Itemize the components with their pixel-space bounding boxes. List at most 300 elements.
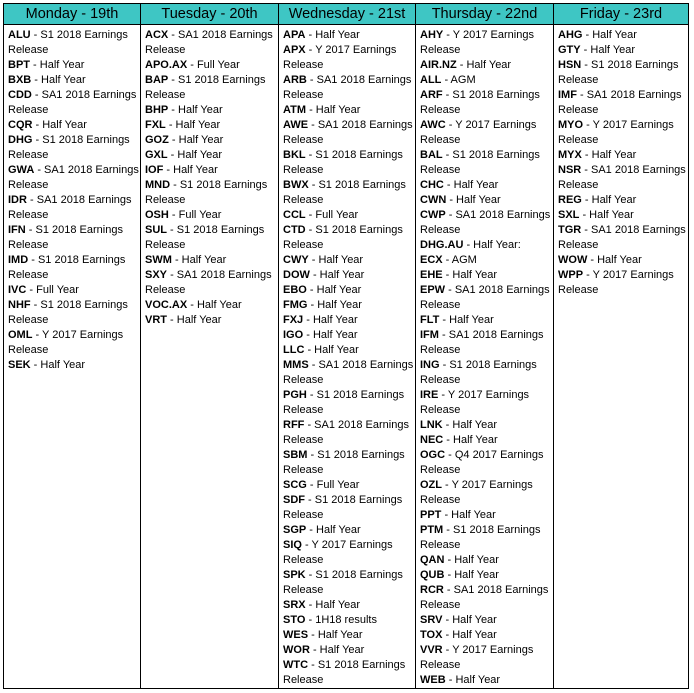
ticker-code: AIR.NZ xyxy=(420,59,457,71)
calendar-entry xyxy=(558,223,688,253)
event-description: - Half Year xyxy=(444,554,499,566)
calendar-entry xyxy=(420,523,553,553)
ticker-code: WOR xyxy=(283,644,310,656)
event-description: - S1 2018 Earnings Release xyxy=(8,29,128,56)
event-description: - Half Year xyxy=(442,419,498,431)
event-description: - AGM xyxy=(441,74,476,86)
calendar-entry xyxy=(283,568,415,598)
ticker-code: BAP xyxy=(145,74,169,86)
calendar-entry xyxy=(8,223,140,253)
event-description: - S1 2018 Earnings Release xyxy=(420,524,541,551)
ticker-code: WES xyxy=(283,629,309,641)
ticker-code: IVC xyxy=(8,284,27,296)
event-description: - Half Year xyxy=(167,314,222,326)
calendar-entry xyxy=(420,268,553,283)
ticker-code: PGH xyxy=(283,389,307,401)
event-description: - S1 2018 Earnings Release xyxy=(145,74,266,101)
calendar-entry xyxy=(558,118,688,148)
ticker-code: SRV xyxy=(420,614,443,626)
calendar-entry xyxy=(283,43,415,73)
event-description: - S1 2018 Earnings Release xyxy=(8,224,123,251)
event-description: - Half Year xyxy=(579,209,634,221)
event-description: - Y 2017 Earnings Release xyxy=(420,389,530,416)
event-description: - SA1 2018 Earnings Release xyxy=(420,584,549,611)
calendar-entry xyxy=(8,358,140,373)
calendar-entry xyxy=(145,58,278,73)
event-description: - Half Year xyxy=(442,269,498,281)
calendar-entry xyxy=(420,208,553,238)
ticker-code: WOW xyxy=(558,254,588,266)
ticker-code: GWA xyxy=(8,164,35,176)
calendar-entry xyxy=(283,253,415,268)
event-description: - S1 2018 Earnings Release xyxy=(283,149,403,176)
calendar-entry xyxy=(420,388,553,418)
calendar-entry xyxy=(420,448,553,478)
ticker-code: RFF xyxy=(283,419,305,431)
ticker-code: VOC.AX xyxy=(145,299,188,311)
ticker-code: SGP xyxy=(283,524,307,536)
earnings-calendar-table xyxy=(3,3,689,689)
ticker-code: IOF xyxy=(145,164,164,176)
calendar-entry xyxy=(558,253,688,268)
header-monday: Monday - 19th xyxy=(4,4,141,24)
ticker-code: OGC xyxy=(420,449,446,461)
ticker-code: OZL xyxy=(420,479,442,491)
calendar-entry xyxy=(145,253,278,268)
ticker-code: AWC xyxy=(420,119,446,131)
calendar-entry xyxy=(283,178,415,208)
ticker-code: MYO xyxy=(558,119,584,131)
ticker-code: ATM xyxy=(283,104,307,116)
event-description: - Half Year xyxy=(306,524,361,536)
ticker-code: GXL xyxy=(145,149,168,161)
calendar-entry xyxy=(145,208,278,223)
calendar-entry xyxy=(420,418,553,433)
ticker-code: BKL xyxy=(283,149,306,161)
event-description: - S1 2018 Earnings Release xyxy=(283,569,403,596)
event-description: - SA1 2018 Earnings Release xyxy=(145,29,273,56)
event-description: - Full Year xyxy=(305,209,359,221)
header-tuesday: Tuesday - 20th xyxy=(141,4,279,24)
event-description: - Half Year xyxy=(306,284,362,296)
calendar-entry xyxy=(283,493,415,523)
calendar-entry xyxy=(420,238,553,253)
calendar-entry xyxy=(145,148,278,163)
event-description: - S1 2018 Earnings Release xyxy=(420,89,540,116)
event-description: - SA1 2018 Earnings Release xyxy=(283,119,413,146)
ticker-code: GOZ xyxy=(145,134,169,146)
event-description: - Y 2017 Earnings Release xyxy=(420,29,534,56)
calendar-entry xyxy=(283,118,415,148)
event-description: - S1 2018 Earnings Release xyxy=(283,659,406,686)
calendar-entry xyxy=(420,328,553,358)
ticker-code: SXY xyxy=(145,269,168,281)
event-description: - 1H18 results xyxy=(305,614,377,626)
calendar-entry xyxy=(8,253,140,283)
event-description: - Half Year xyxy=(442,629,497,641)
event-description: - SA1 2018 Earnings Release xyxy=(558,224,686,251)
ticker-code: LLC xyxy=(283,344,305,356)
calendar-entry xyxy=(420,73,553,88)
ticker-code: NHF xyxy=(8,299,31,311)
event-description: - SA1 2018 Earnings Release xyxy=(283,359,414,386)
event-description: - Half Year xyxy=(31,74,86,86)
calendar-entry xyxy=(145,28,278,58)
event-description: - Half Year xyxy=(163,164,218,176)
calendar-entry xyxy=(8,118,140,133)
calendar-entry xyxy=(558,28,688,43)
calendar-entry xyxy=(145,103,278,118)
calendar-entry xyxy=(145,133,278,148)
calendar-entry xyxy=(420,613,553,628)
ticker-code: SRX xyxy=(283,599,306,611)
header-row xyxy=(4,4,688,25)
calendar-entry xyxy=(145,73,278,103)
event-description: - S1 2018 Earnings Release xyxy=(283,494,403,521)
calendar-entry xyxy=(283,613,415,628)
ticker-code: AHY xyxy=(420,29,444,41)
ticker-code: CDD xyxy=(8,89,32,101)
header-friday: Friday - 23rd xyxy=(579,6,663,22)
calendar-entry xyxy=(283,313,415,328)
ticker-code: NEC xyxy=(420,434,444,446)
event-description: - S1 2018 Earnings Release xyxy=(283,179,406,206)
ticker-code: APO.AX xyxy=(145,59,188,71)
calendar-entry xyxy=(558,58,688,88)
calendar-entry xyxy=(558,268,688,298)
ticker-code: ALL xyxy=(420,74,442,86)
calendar-entry xyxy=(8,193,140,223)
event-description: - Half Year xyxy=(305,29,360,41)
event-description: - Half Year xyxy=(581,194,637,206)
calendar-entry xyxy=(145,298,278,313)
ticker-code: REG xyxy=(558,194,582,206)
calendar-entry xyxy=(283,343,415,358)
event-description: - S1 2018 Earnings Release xyxy=(420,359,537,386)
ticker-code: IDR xyxy=(8,194,27,206)
calendar-entry xyxy=(420,283,553,313)
event-description: - Full Year xyxy=(306,479,360,491)
ticker-code: SBM xyxy=(283,449,308,461)
calendar-entry xyxy=(558,148,688,163)
calendar-entry xyxy=(8,133,140,163)
calendar-entry xyxy=(283,628,415,643)
event-description: - Half Year xyxy=(444,569,499,581)
calendar-entry xyxy=(420,643,553,673)
ticker-code: CWP xyxy=(420,209,446,221)
event-description: - Half Year: xyxy=(463,239,521,251)
event-description: - Y 2017 Earnings Release xyxy=(558,119,674,146)
event-description: - S1 2018 Earnings Release xyxy=(283,389,405,416)
ticker-code: AHG xyxy=(558,29,583,41)
event-description: - Full Year xyxy=(168,209,222,221)
calendar-entry xyxy=(420,88,553,118)
ticker-code: FLT xyxy=(420,314,440,326)
calendar-entry xyxy=(420,178,553,193)
ticker-code: OSH xyxy=(145,209,169,221)
calendar-entry xyxy=(420,568,553,583)
calendar-entry xyxy=(8,88,140,118)
ticker-code: EPW xyxy=(420,284,446,296)
column-wednesday xyxy=(279,25,416,688)
event-description: - SA1 2018 Earnings Release xyxy=(420,329,544,356)
event-description: - SA1 2018 Earnings Release xyxy=(283,419,409,446)
event-description: - Half Year xyxy=(171,254,227,266)
ticker-code: SUL xyxy=(145,224,167,236)
event-description: - Y 2017 Earnings Release xyxy=(420,644,534,671)
calendar-entry xyxy=(283,28,415,43)
calendar-entry xyxy=(283,283,415,298)
calendar-entry xyxy=(420,118,553,148)
event-description: - Y 2017 Earnings Release xyxy=(558,269,674,296)
event-description: - S1 2018 Earnings Release xyxy=(8,254,126,281)
ticker-code: DHG.AU xyxy=(420,239,464,251)
event-description: - Half Year xyxy=(303,329,358,341)
event-description: - Half Year xyxy=(443,179,499,191)
ticker-code: IMF xyxy=(558,89,577,101)
event-description: - Half Year xyxy=(308,629,363,641)
ticker-code: SDF xyxy=(283,494,305,506)
ticker-code: IFN xyxy=(8,224,26,236)
ticker-code: CWN xyxy=(420,194,447,206)
ticker-code: SPK xyxy=(283,569,306,581)
calendar-entry xyxy=(145,223,278,253)
calendar-entry xyxy=(283,643,415,658)
event-description: - S1 2018 Earnings Release xyxy=(283,224,403,251)
ticker-code: MND xyxy=(145,179,171,191)
calendar-entry xyxy=(558,43,688,58)
event-description: - Y 2017 Earnings Release xyxy=(420,479,533,506)
event-description: - Half Year xyxy=(168,104,223,116)
calendar-entry xyxy=(283,148,415,178)
event-description: - Full Year xyxy=(187,59,240,71)
ticker-code: WPP xyxy=(558,269,584,281)
event-description: - SA1 2018 Earnings Release xyxy=(8,194,132,221)
ticker-code: WTC xyxy=(283,659,309,671)
calendar-entry xyxy=(145,163,278,178)
calendar-entry xyxy=(558,208,688,223)
ticker-code: VVR xyxy=(420,644,443,656)
calendar-entry xyxy=(558,193,688,208)
calendar-entry xyxy=(420,58,553,73)
calendar-entry xyxy=(420,253,553,268)
calendar-entry xyxy=(420,553,553,568)
calendar-entry xyxy=(283,418,415,448)
ticker-code: EHE xyxy=(420,269,443,281)
event-description: - SA1 2018 Earnings Release xyxy=(420,284,550,311)
ticker-code: CWY xyxy=(283,254,309,266)
ticker-code: NSR xyxy=(558,164,582,176)
ticker-code: CTD xyxy=(283,224,306,236)
ticker-code: LNK xyxy=(420,419,443,431)
calendar-entry xyxy=(283,523,415,538)
calendar-entry xyxy=(420,583,553,613)
event-description: - SA1 2018 Earnings Release xyxy=(8,89,137,116)
event-description: - Half Year xyxy=(446,194,501,206)
event-description: - Q4 2017 Earnings Release xyxy=(420,449,544,476)
ticker-code: ARB xyxy=(283,74,307,86)
event-description: - Full Year xyxy=(26,284,79,296)
event-description: - Y 2017 Earnings Release xyxy=(283,539,393,566)
calendar-entry xyxy=(283,478,415,493)
calendar-entry xyxy=(283,298,415,313)
event-description: - Half Year xyxy=(187,299,242,311)
calendar-entry xyxy=(283,388,415,418)
calendar-entry xyxy=(558,163,688,193)
ticker-code: SCG xyxy=(283,479,307,491)
ticker-code: MMS xyxy=(283,359,309,371)
event-description: - Half Year xyxy=(582,29,637,41)
event-description: - Half Year xyxy=(304,344,359,356)
column-monday xyxy=(4,25,141,688)
event-description: - Half Year xyxy=(587,254,642,266)
event-description: - Y 2017 Earnings Release xyxy=(8,329,124,356)
event-description: - SA1 2018 Earnings Release xyxy=(558,89,682,116)
column-friday xyxy=(554,25,688,688)
calendar-entry xyxy=(145,118,278,133)
event-description: - Half Year xyxy=(443,434,498,446)
ticker-code: CQR xyxy=(8,119,33,131)
event-description: - Half Year xyxy=(305,599,361,611)
calendar-entry xyxy=(283,358,415,388)
calendar-entry xyxy=(8,163,140,193)
event-description: - Half Year xyxy=(30,59,85,71)
calendar-entry xyxy=(8,58,140,73)
event-description: - SA1 2018 Earnings Release xyxy=(8,164,139,191)
ticker-code: BAL xyxy=(420,149,443,161)
calendar-entry xyxy=(145,313,278,328)
event-description: - Half Year xyxy=(309,644,365,656)
ticker-code: DOW xyxy=(283,269,310,281)
header-wednesday: Wednesday - 21st xyxy=(279,4,416,24)
ticker-code: EBO xyxy=(283,284,307,296)
event-description: - Half Year xyxy=(439,314,494,326)
calendar-entry xyxy=(283,223,415,253)
event-description: - AGM xyxy=(442,254,477,266)
event-description: - SA1 2018 Earnings Release xyxy=(420,209,551,236)
ticker-code: ACX xyxy=(145,29,169,41)
calendar-entry xyxy=(8,283,140,298)
calendar-entry xyxy=(420,433,553,448)
event-description: - SA1 2018 Earnings Release xyxy=(283,74,412,101)
calendar-entry xyxy=(283,598,415,613)
ticker-code: ING xyxy=(420,359,440,371)
column-tuesday xyxy=(141,25,279,688)
calendar-entry xyxy=(420,673,553,688)
calendar-entry xyxy=(145,268,278,298)
calendar-entry xyxy=(8,328,140,358)
ticker-code: AWE xyxy=(283,119,309,131)
ticker-code: QAN xyxy=(420,554,445,566)
calendar-entry xyxy=(8,28,140,58)
calendar-entry xyxy=(420,148,553,178)
event-description: - Half Year xyxy=(580,44,636,56)
event-description: - S1 2018 Earnings Release xyxy=(420,149,540,176)
ticker-code: IMD xyxy=(8,254,29,266)
event-description: - S1 2018 Earnings Release xyxy=(8,134,130,161)
ticker-code: DHG xyxy=(8,134,33,146)
ticker-code: CHC xyxy=(420,179,444,191)
calendar-entry xyxy=(283,208,415,223)
calendar-entry xyxy=(420,508,553,523)
ticker-code: IRE xyxy=(420,389,439,401)
event-description: - S1 2018 Earnings Release xyxy=(145,179,268,206)
ticker-code: HSN xyxy=(558,59,582,71)
ticker-code: MYX xyxy=(558,149,582,161)
event-description: - Half Year xyxy=(168,134,224,146)
event-description: - Half Year xyxy=(306,104,361,116)
event-description: - Half Year xyxy=(456,59,512,71)
ticker-code: CCL xyxy=(283,209,306,221)
ticker-code: TOX xyxy=(420,629,443,641)
ticker-code: FMG xyxy=(283,299,308,311)
event-description: - S1 2018 Earnings Release xyxy=(145,224,265,251)
ticker-code: SXL xyxy=(558,209,580,221)
ticker-code: IGO xyxy=(283,329,304,341)
ticker-code: SEK xyxy=(8,359,31,371)
event-description: - Half Year xyxy=(445,674,501,686)
event-description: - Half Year xyxy=(30,359,86,371)
event-description: - Half Year xyxy=(165,119,221,131)
ticker-code: BXB xyxy=(8,74,32,86)
event-description: - Y 2017 Earnings Release xyxy=(283,44,397,71)
event-description: - Half Year xyxy=(308,254,364,266)
calendar-entry xyxy=(145,178,278,208)
event-description: - Y 2017 Earnings Release xyxy=(420,119,537,146)
calendar-entry xyxy=(420,358,553,388)
ticker-code: TGR xyxy=(558,224,582,236)
calendar-entry xyxy=(8,298,140,328)
header-thursday: Thursday - 22nd xyxy=(416,4,554,24)
ticker-code: BHP xyxy=(145,104,169,116)
event-description: - S1 2018 Earnings Release xyxy=(558,59,679,86)
ticker-code: APX xyxy=(283,44,306,56)
event-description: - Half Year xyxy=(167,149,223,161)
calendar-entry xyxy=(283,328,415,343)
ticker-code: SIQ xyxy=(283,539,302,551)
calendar-entry xyxy=(283,538,415,568)
ticker-code: BWX xyxy=(283,179,309,191)
ticker-code: BPT xyxy=(8,59,30,71)
ticker-code: VRT xyxy=(145,314,167,326)
calendar-entry xyxy=(283,268,415,283)
calendar-entry xyxy=(420,313,553,328)
event-description: - Half Year xyxy=(307,299,362,311)
column-thursday xyxy=(416,25,554,688)
calendar-entry xyxy=(420,193,553,208)
ticker-code: RCR xyxy=(420,584,444,596)
ticker-code: ARF xyxy=(420,89,443,101)
calendar-entry xyxy=(283,73,415,103)
calendar-entry xyxy=(558,88,688,118)
ticker-code: ALU xyxy=(8,29,31,41)
event-description: - SA1 2018 Earnings Release xyxy=(558,164,686,191)
calendar-entry xyxy=(283,658,415,688)
ticker-code: GTY xyxy=(558,44,581,56)
event-description: - Half Year xyxy=(303,314,358,326)
calendar-entry xyxy=(8,73,140,88)
ticker-code: FXJ xyxy=(283,314,304,326)
ticker-code: FXL xyxy=(145,119,166,131)
event-description: - Half Year xyxy=(32,119,87,131)
ticker-code: WEB xyxy=(420,674,446,686)
calendar-entry xyxy=(420,628,553,643)
event-description: - Half Year xyxy=(442,614,497,626)
event-description: - Half Year xyxy=(441,509,496,521)
calendar-entry xyxy=(283,448,415,478)
ticker-code: APA xyxy=(283,29,306,41)
calendar-entry xyxy=(420,478,553,508)
